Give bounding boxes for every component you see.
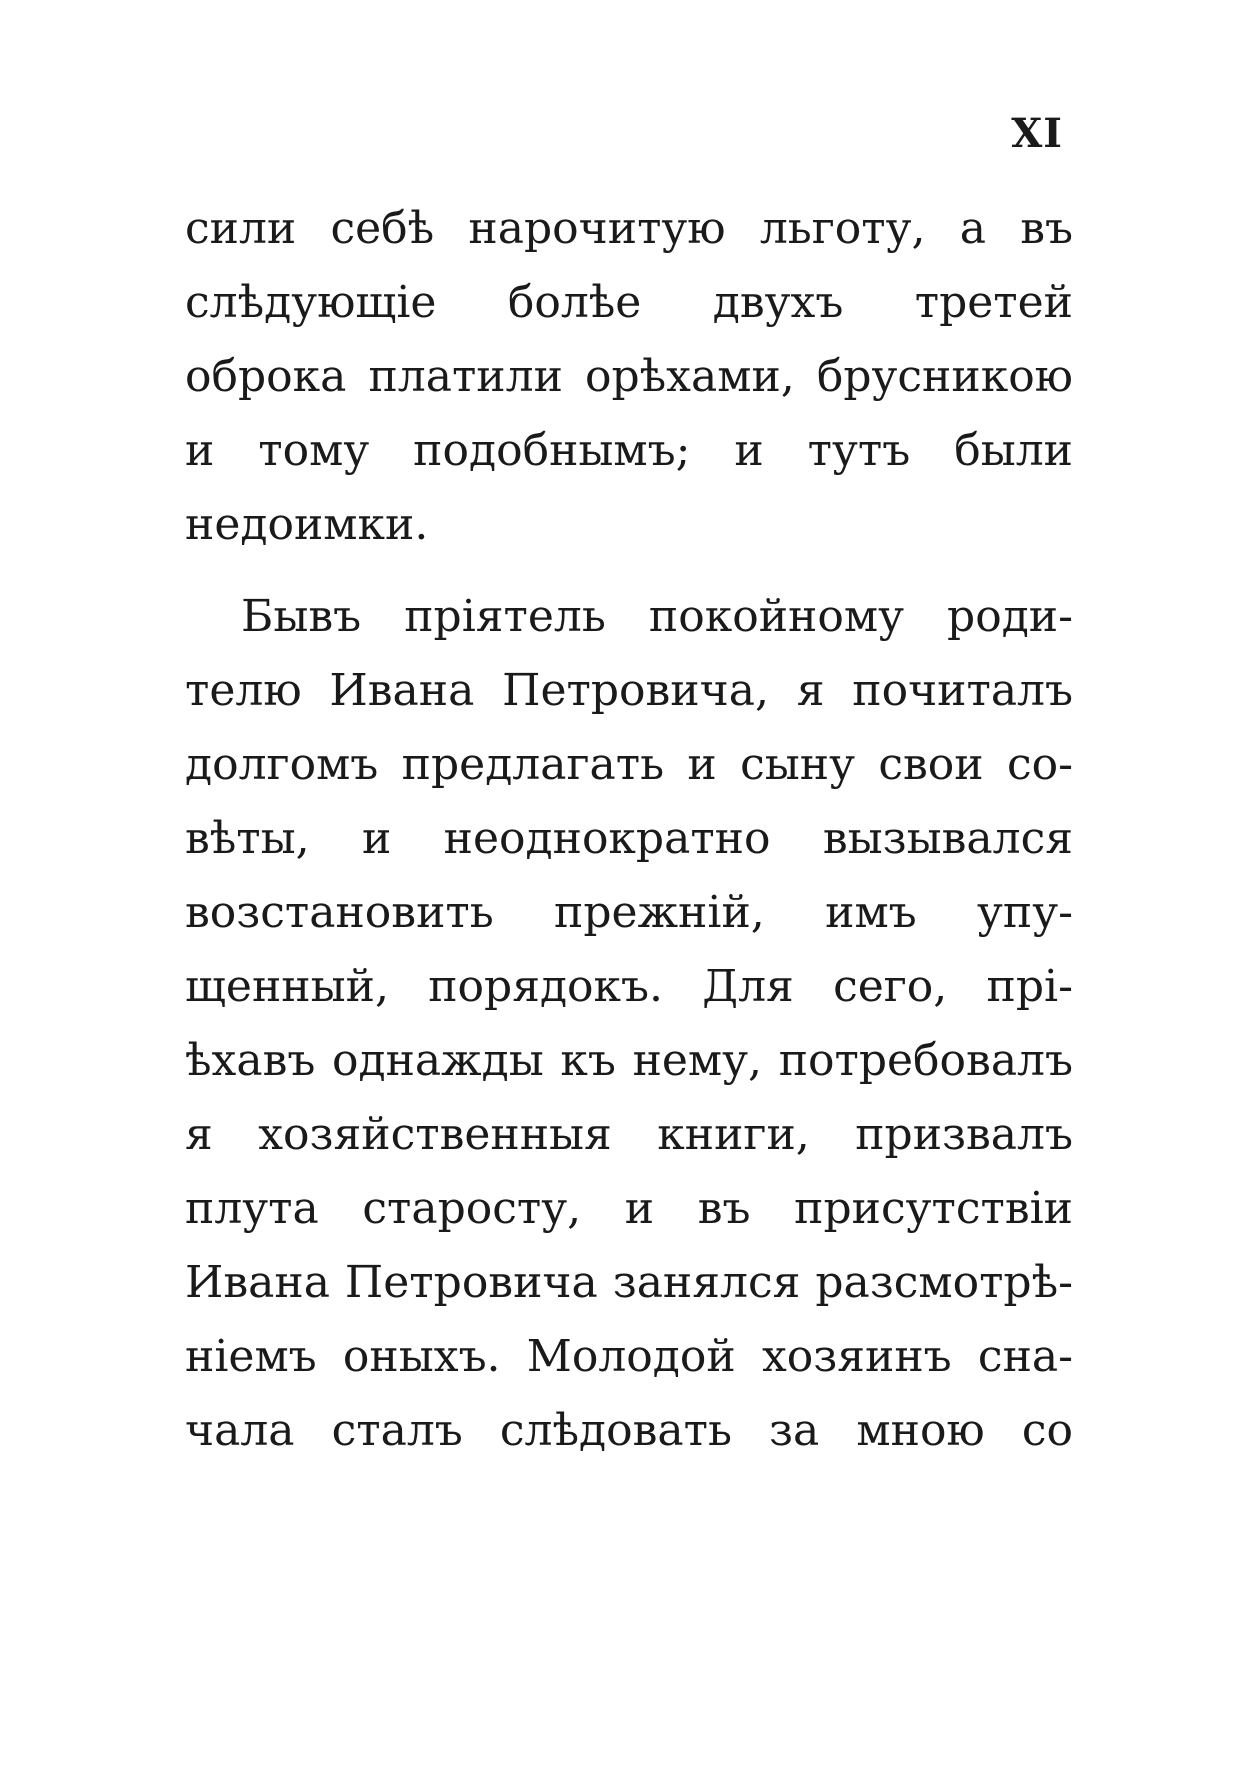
text-line: оброка платили орѣхами, брусникою <box>185 351 1073 402</box>
text-line: недоимки. <box>185 499 429 550</box>
text-line: Бывъ пріятель покойному роди- <box>241 591 1073 642</box>
text-line: долгомъ предлагать и сыну свои со- <box>185 739 1073 790</box>
text-line: ніемъ оныхъ. Молодой хозяинъ сна- <box>185 1331 1073 1382</box>
text-line: Ивана Петровича занялся разсмотрѣ- <box>185 1257 1073 1308</box>
text-line: чала сталъ слѣдовать за мною со <box>185 1405 1073 1456</box>
page-number: XI <box>1011 110 1063 157</box>
paragraph-2 <box>185 580 1073 1468</box>
text-line: и тому подобнымъ; и тутъ были <box>185 425 1073 476</box>
text-line: возстановить прежній, имъ упу- <box>185 887 1073 938</box>
body-text <box>185 192 1073 1468</box>
text-line: я хозяйственныя книги, призвалъ <box>185 1109 1073 1160</box>
text-line: слѣдующіе болѣе двухъ третей <box>185 277 1073 328</box>
text-line: плута старосту, и въ присутствіи <box>185 1183 1073 1234</box>
text-line: щенный, порядокъ. Для сего, прі- <box>185 961 1073 1012</box>
text-line: сили себѣ нарочитую льготу, а въ <box>185 203 1073 254</box>
paragraph-1 <box>185 192 1073 562</box>
text-line: ѣхавъ однажды къ нему, потребовалъ <box>185 1035 1073 1086</box>
text-line: телю Ивана Петровича, я почиталъ <box>185 665 1073 716</box>
text-line: вѣты, и неоднократно вызывался <box>185 813 1073 864</box>
